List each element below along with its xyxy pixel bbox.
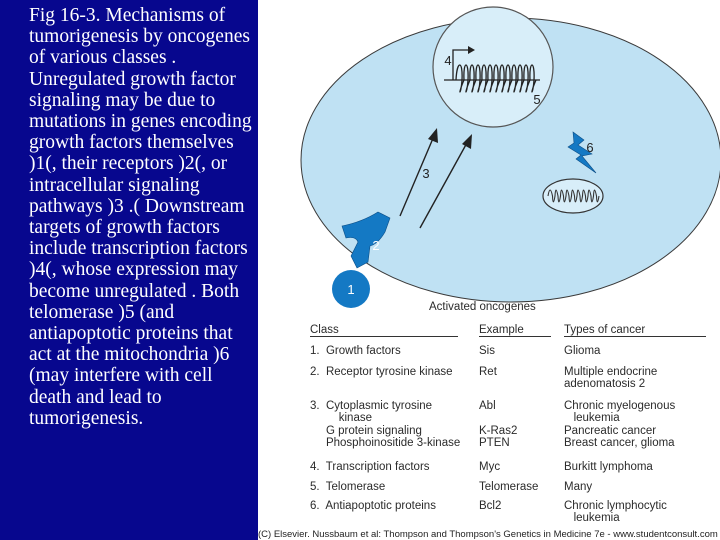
table-cell-example: K-Ras2 <box>479 425 518 437</box>
table-cell-class: 3. Cytoplasmic tyrosine kinase <box>310 400 433 424</box>
label-2: 2 <box>372 238 380 253</box>
table-cell-class: 1. Growth factors <box>310 345 401 357</box>
header-example: Example <box>479 324 551 337</box>
table-cell-example: Sis <box>479 345 495 357</box>
label-5: 5 <box>533 92 541 107</box>
header-types: Types of cancer <box>564 324 706 337</box>
table-cell-cancer: Chronic myelogenous leukemia <box>564 400 676 424</box>
table-cell-cancer: Breast cancer, glioma <box>564 437 675 449</box>
label-6: 6 <box>586 140 594 155</box>
oncogene-diagram <box>258 0 720 540</box>
figure-caption: Fig 16-3. Mechanisms of tumorigenesis by oncogenes of various classes . Unregulated growth factor signaling may be due to mutations in genes encoding growth factors themselves )1(, their receptors )2(, or intracellular signaling pathways )3 .( Downstream targets of growth factors include transcription factors )4(, whose expression may become unregulated . Both telomerase )5 (and antiapoptotic proteins that act at the mitochondria )6 (may interfere with cell death and lead to tumorigenesis. <box>29 5 252 429</box>
table-cell-class: G protein signaling <box>310 425 422 437</box>
header-class: Class <box>310 324 458 337</box>
table-cell-class: 6. Antiapoptotic proteins <box>310 500 436 512</box>
table-cell-cancer: Chronic lymphocytic leukemia <box>564 500 667 524</box>
table-cell-cancer: Glioma <box>564 345 601 357</box>
table-cell-class: 5. Telomerase <box>310 481 386 493</box>
table-cell-example: PTEN <box>479 437 510 449</box>
table-cell-cancer: Multiple endocrine adenomatosis 2 <box>564 366 658 390</box>
table-cell-example: Ret <box>479 366 497 378</box>
table-cell-example: Myc <box>479 461 501 473</box>
label-4: 4 <box>444 53 452 68</box>
table-cell-example: Bcl2 <box>479 500 502 512</box>
caption-panel <box>0 0 258 540</box>
label-1: 1 <box>347 282 355 297</box>
table-cell-class: 2. Receptor tyrosine kinase <box>310 366 453 378</box>
table-cell-class: Phosphoinositide 3-kinase <box>310 437 461 449</box>
table-title: Activated oncogenes <box>429 301 536 313</box>
table-cell-class: 4. Transcription factors <box>310 461 430 473</box>
table-cell-cancer: Pancreatic cancer <box>564 425 657 437</box>
table-cell-example: Telomerase <box>479 481 539 493</box>
credit-line: (C) Elsevier. Nussbaum et al: Thompson and Thompson's Genetics in Medicine 7e - www.studentconsult.com <box>258 529 718 540</box>
figure-panel <box>258 0 720 540</box>
table-cell-cancer: Burkitt lymphoma <box>564 461 653 473</box>
table-cell-cancer: Many <box>564 481 593 493</box>
table-cell-example: Abl <box>479 400 496 412</box>
label-3: 3 <box>422 166 430 181</box>
